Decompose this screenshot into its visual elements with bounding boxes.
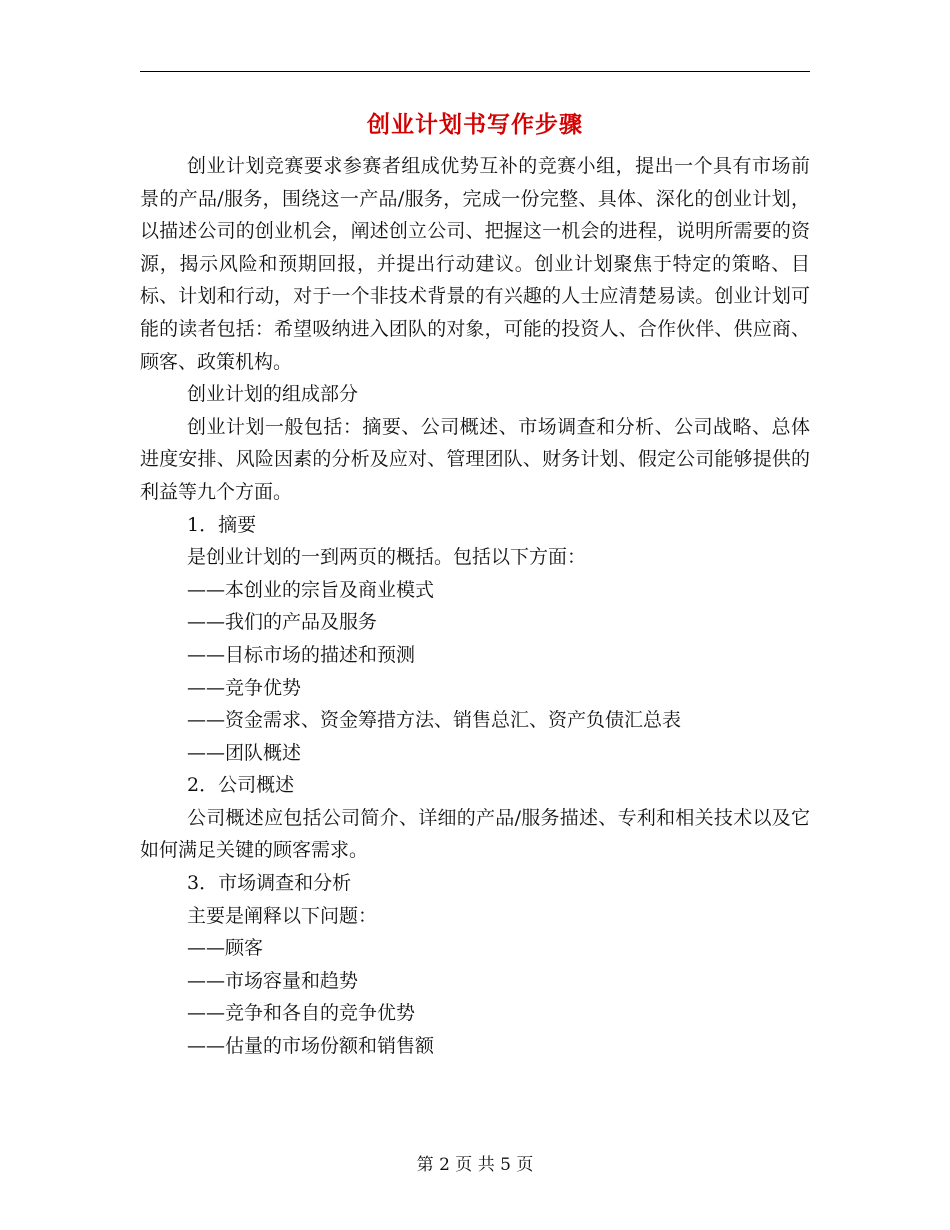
list-item: ——本创业的宗旨及商业模式 [187,578,435,601]
header-rule [140,71,810,72]
components-heading: 创业计划的组成部分 [187,383,359,406]
section-heading-summary: 1．摘要 [187,513,257,536]
list-item: ——资金需求、资金筹措方法、销售总汇、资产负债汇总表 [187,709,682,732]
document-title: 创业计划书写作步骤 [367,111,583,138]
list-item: ——估量的市场份额和销售额 [187,1035,435,1058]
list-item: ——竞争优势 [187,676,302,699]
list-item: ——目标市场的描述和预测 [187,643,416,666]
list-item: ——顾客 [187,937,264,960]
section-text-company: 公司概述应包括公司简介、详细的产品/服务描述、专利和相关技术以及它如何满足关键的顾客需求。 [140,806,810,862]
list-item: ——市场容量和趋势 [187,969,359,992]
list-item: ——我们的产品及服务 [187,611,378,634]
page-number-footer: 第 2 页 共 5 页 [416,1155,534,1175]
intro-paragraph: 创业计划竞赛要求参赛者组成优势互补的竞赛小组，提出一个具有市场前景的产品/服务，围绕这一产品/服务，完成一份完整、具体、深化的创业计划，以描述公司的创业机会，阐述创立公司、把握这一机会的进程，说明所需要的资源，揭示风险和预期回报，并提出行动建议。创业计划聚焦于特定的策略、目标、计划和行动，对于一个非技术背景的有兴趣的人士应清楚易读。创业计划可能的读者包括：希望吸纳进入团队的对象，可能的投资人、合作伙伴、供应商、顾客、政策机构。 [140,155,810,373]
section-heading-market: 3．市场调查和分析 [187,872,352,895]
list-item: ——团队概述 [187,741,302,764]
document-body [140,150,810,1063]
components-paragraph: 创业计划一般包括：摘要、公司概述、市场调查和分析、公司战略、总体进度安排、风险因素的分析及应对、管理团队、财务计划、假定公司能够提供的利益等九个方面。 [140,415,810,503]
section-text-summary: 是创业计划的一到两页的概括。包括以下方面： [187,546,587,569]
section-heading-company: 2．公司概述 [187,774,295,797]
list-item: ——竞争和各自的竞争优势 [187,1002,416,1025]
section-text-market: 主要是阐释以下问题： [187,904,378,927]
